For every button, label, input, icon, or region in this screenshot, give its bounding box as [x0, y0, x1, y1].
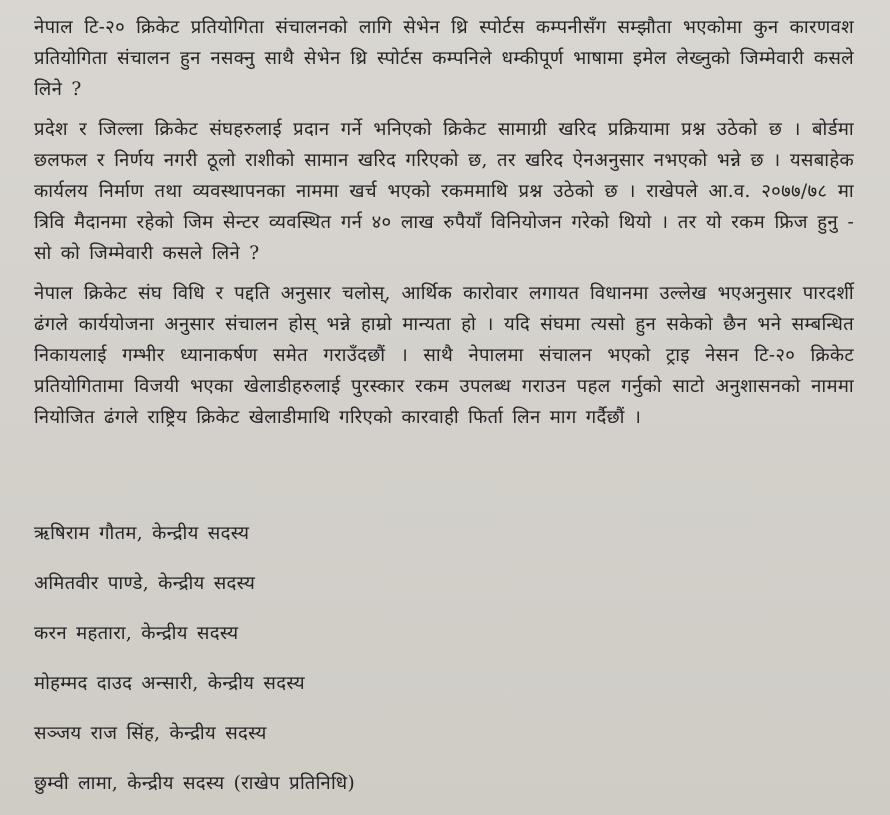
signatory-name: छुम्वी लामा, केन्द्रीय सदस्य (राखेप प्रतिनिधि) — [34, 773, 355, 794]
signatory-list — [34, 522, 355, 815]
paragraph-sevens-three-sports-contract: नेपाल टि-२० क्रिकेट प्रतियोगिता संचालनको लागि सेभेन थ्रि स्पोर्टस कम्पनीसँग सम्झौता भएकोमा कुन कारणवश प्रतियोगिता संचालन हुन नसक्नु साथै सेभेन थ्रि स्पोर्टस कम्पनिले धम्कीपूर्ण भाषामा इमेल लेख्नुको जिम्मेवारी कसले लिने ? — [34, 17, 854, 100]
paragraph-equipment-procurement: प्रदेश र जिल्ला क्रिकेट संघहरुलाई प्रदान गर्ने भनिएको क्रिकेट सामाग्री खरिद प्रक्रियामा प्रश्न उठेको छ । बोर्डमा छलफल र निर्णय नगरी ठूलो राशीको सामान खरिद गरिएको छ, तर खरिद ऐनअनुसार नभएको भन्ने छ । यसबाहेक कार्यलय निर्माण तथा व्यवस्थापनका नाममा खर्च भएको रकममाथि प्रश्न उठेको छ । राखेपले आ.व. २०७७/७८ मा त्रिवि मैदानमा रहेको जिम सेन्टर व्यवस्थित गर्न ४० लाख रुपैयाँ विनियोजन गरेको थियो । तर यो रकम फ्रिज हुनु - सो को जिम्मेवारी कसले लिने ? — [34, 119, 854, 264]
signatory-name: अमितवीर पाण्डे, केन्द्रीय सदस्य — [34, 573, 256, 594]
paragraph-transparency-demand: नेपाल क्रिकेट संघ विधि र पद्दति अनुसार चलोस्, आर्थिक कारोवार लगायत विधानमा उल्लेख भएअनुसार पारदर्शी ढंगले कार्ययोजना अनुसार संचालन होस् भन्ने हाम्रो मान्यता हो । यदि संघमा त्यसो हुन सकेको छैन भने सम्बन्धित निकायलाई गम्भीर ध्यानाकर्षण समेत गराउँदछौं । साथै नेपालमा संचालन भएको ट्राइ नेसन टि-२० क्रिकेट प्रतियोगितामा विजयी भएका खेलाडीहरुलाई पुरस्कार रकम उपलब्ध गराउन पहल गर्नुको साटो अनुशासनको नाममा नियोजित ढंगले राष्ट्रिय क्रिकेट खेलाडीमाथि गरिएको कारवाही फिर्ता लिन माग गर्दैछौं । — [34, 283, 854, 428]
signatory-name: करन महतारा, केन्द्रीय सदस्य — [34, 623, 239, 644]
signatory-name: मोहम्मद दाउद अन्सारी, केन्द्रीय सदस्य — [34, 673, 305, 694]
signatory-name: सञ्जय राज सिंह, केन्द्रीय सदस्य — [34, 723, 267, 744]
signatory-name: ऋषिराम गौतम, केन्द्रीय सदस्य — [34, 523, 250, 544]
